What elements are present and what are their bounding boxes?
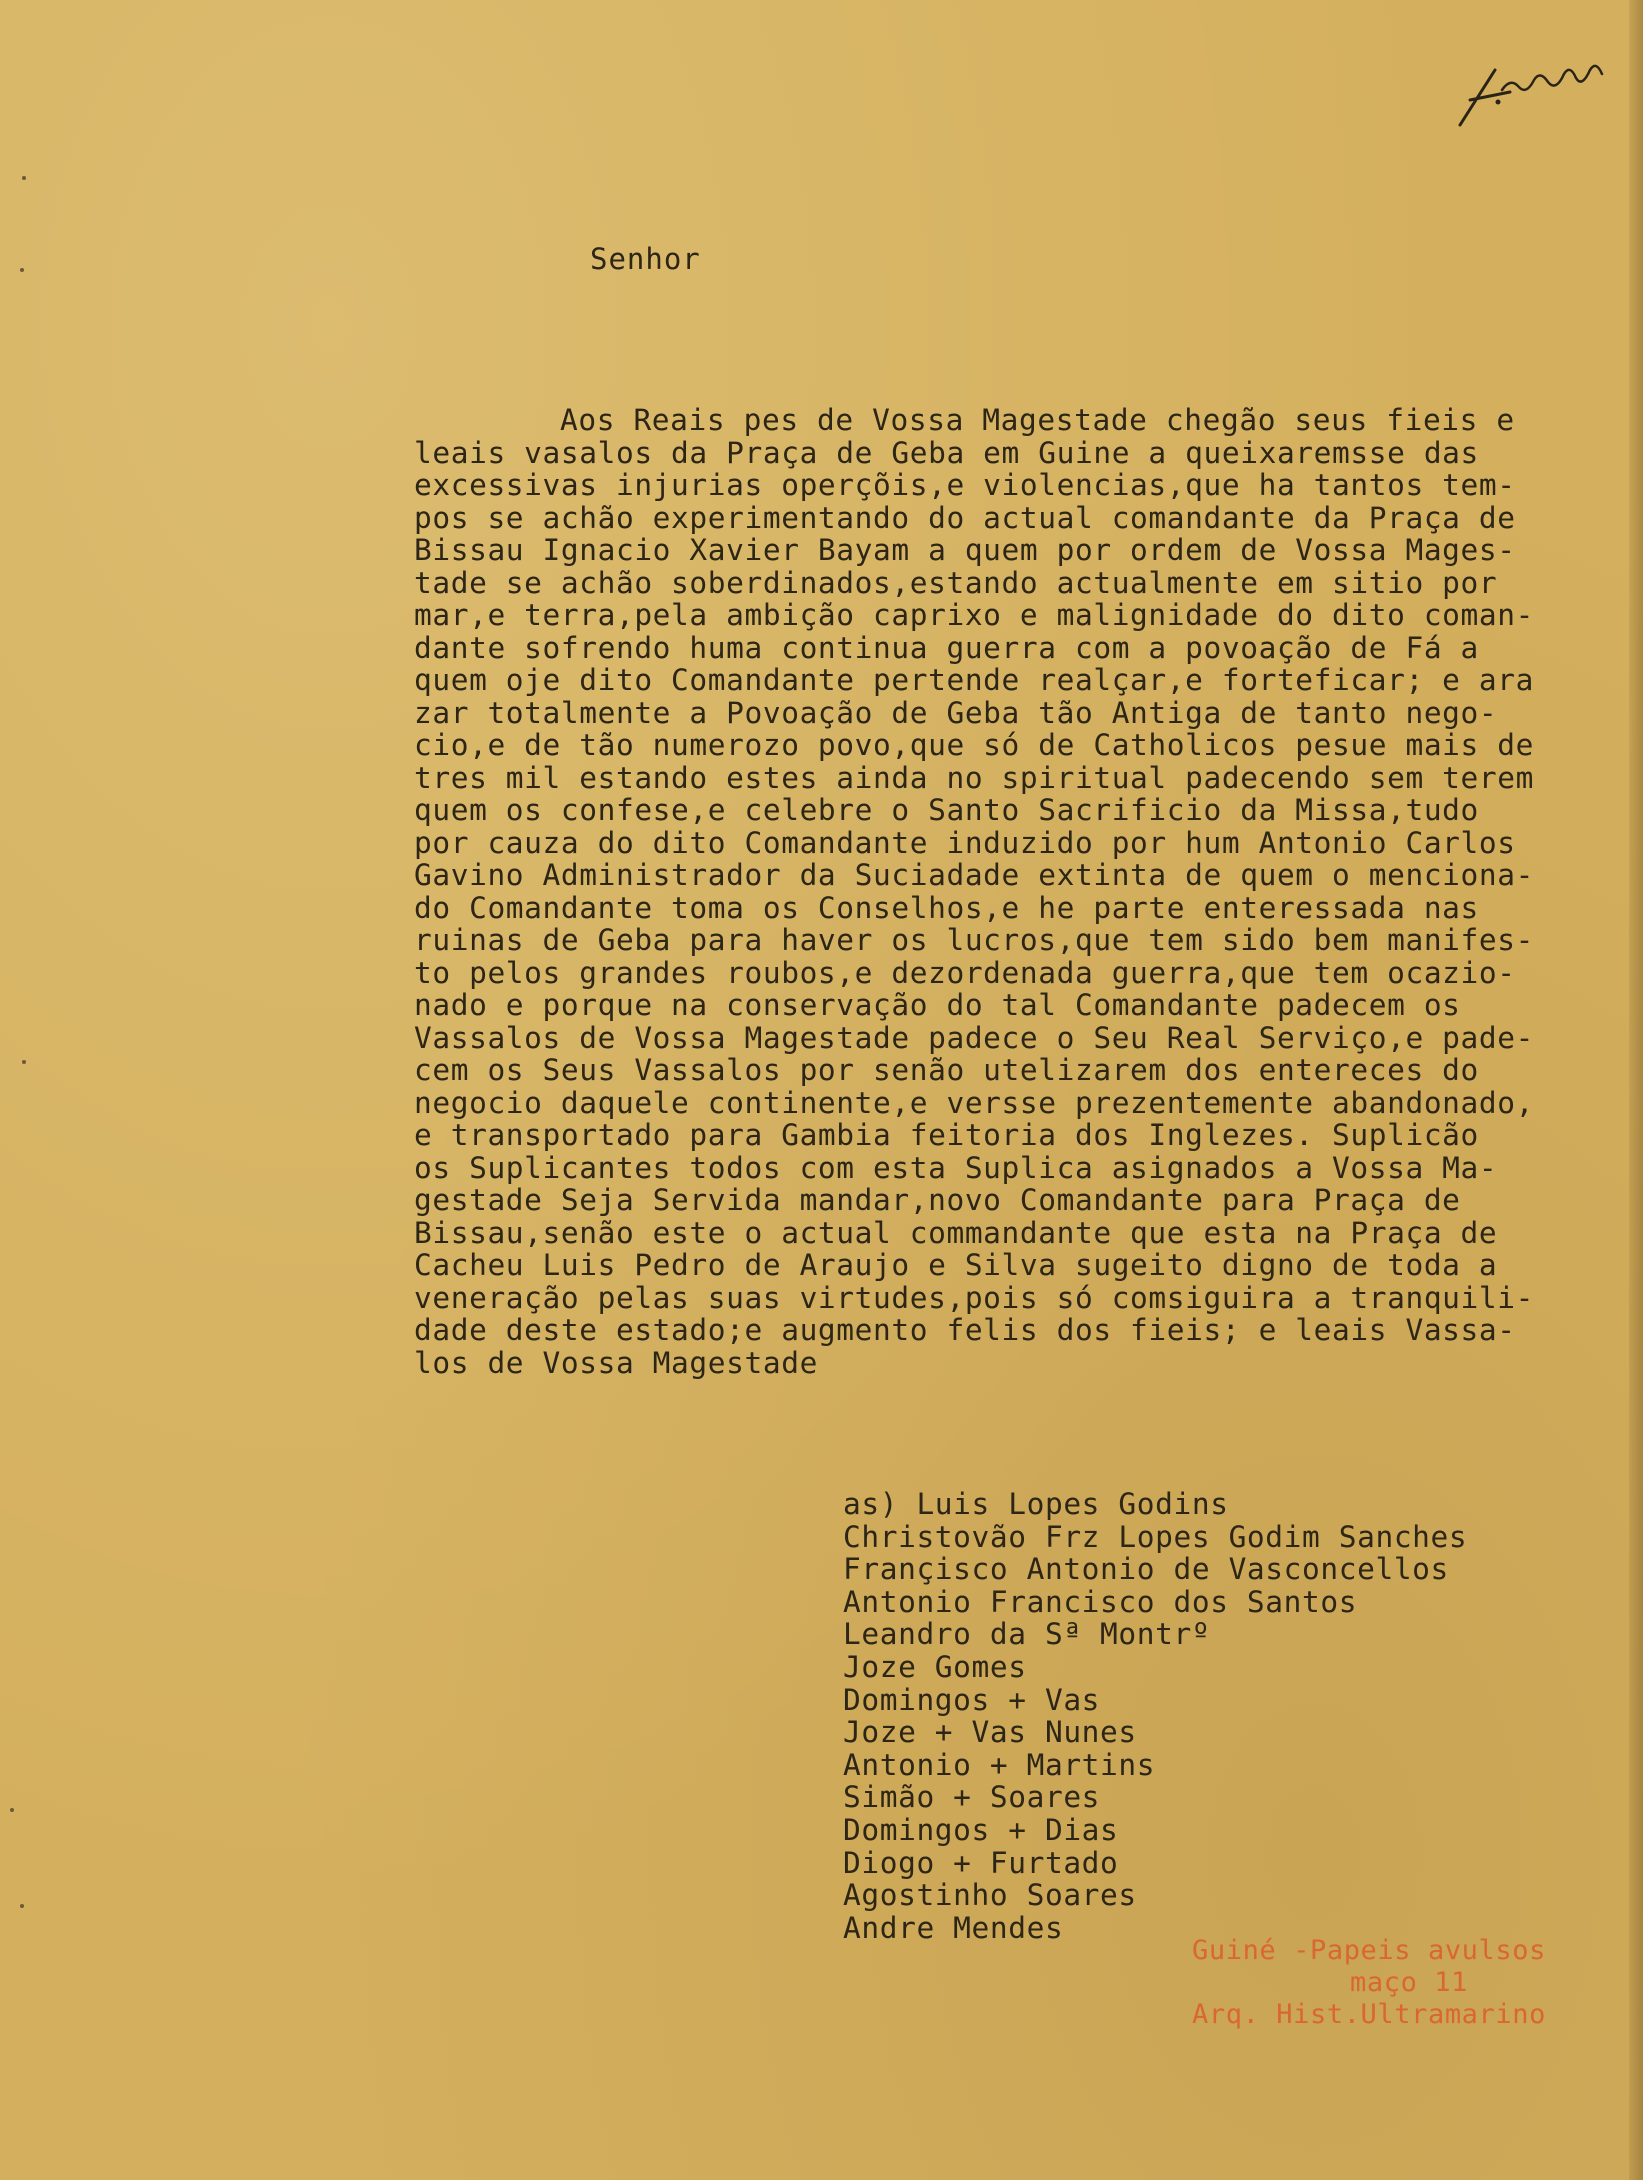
- signatory-name: Joze + Vas Nunes: [843, 1715, 1137, 1750]
- body-line: Bissau,senão este o actual commandante que esta na Praça de: [414, 1215, 1498, 1250]
- body-line: por cauza do dito Comandante induzido por hum Antonio Carlos: [414, 825, 1516, 860]
- signatory-name: Domingos + Vas: [843, 1682, 1101, 1717]
- body-line: dante sofrendo huma continua guerra com a povoação de Fá a: [414, 630, 1479, 665]
- body-line: Cacheu Luis Pedro de Araujo e Silva sugeito digno de toda a: [414, 1248, 1498, 1282]
- body-line: ruinas de Geba para haver os lucros,que tem sido bem manifes-: [414, 923, 1534, 957]
- signatory-name: Simão + Soares: [843, 1780, 1101, 1815]
- paper-speck: [20, 268, 24, 272]
- signatory-name: Françisco Antonio de Vasconcellos: [843, 1552, 1449, 1587]
- paper-speck: [22, 176, 26, 180]
- paper-edge: [1629, 0, 1643, 2180]
- document-title: Senhor: [590, 242, 701, 276]
- petition-body: [414, 404, 1624, 1379]
- body-line: los de Vossa Magestade: [414, 1345, 818, 1380]
- signatory-name: Diogo + Furtado: [843, 1845, 1119, 1880]
- body-line: veneração pelas suas virtudes,pois só comsiguira a tranquili-: [414, 1280, 1534, 1315]
- signatory-name: Andre Mendes: [843, 1910, 1064, 1945]
- body-line: zar totalmente a Povoação de Geba tão Antiga de tanto nego-: [414, 695, 1498, 730]
- body-line: Gavino Administrador da Suciadade extinta de quem o menciona-: [414, 858, 1534, 892]
- archive-reference-line: maço 11: [1350, 1967, 1468, 1998]
- archive-reference-line: Arq. Hist.Ultramarino: [1192, 1999, 1546, 2030]
- body-line: cio,e de tão numerozo povo,que só de Catholicos pesue mais de: [414, 728, 1534, 762]
- body-line: excessivas injurias operçõis,e violencias,que ha tantos tem-: [414, 468, 1516, 502]
- body-line: leais vasalos da Praça de Geba em Guine a queixaremsse das: [414, 435, 1479, 470]
- body-line: pos se achão experimentando do actual comandante da Praça de: [414, 500, 1516, 535]
- signatory-name: Leandro da Sª Montrº: [843, 1617, 1211, 1652]
- signatory-name: Christovão Frz Lopes Godim Sanches: [843, 1519, 1468, 1554]
- body-line: nado e porque na conservação do tal Comandante padecem os: [414, 988, 1461, 1022]
- body-line: mar,e terra,pela ambição caprixo e malignidade do dito coman-: [414, 598, 1534, 632]
- body-line: quem oje dito Comandante pertende realçar,e forteficar; e ara: [414, 663, 1534, 697]
- body-line: Bissau Ignacio Xavier Bayam a quem por ordem de Vossa Mages-: [414, 533, 1516, 567]
- signatory-name: as) Luis Lopes Godins: [843, 1487, 1229, 1521]
- body-line: quem os confese,e celebre o Santo Sacrificio da Missa,tudo: [414, 793, 1479, 827]
- body-line: os Suplicantes todos com esta Suplica asignados a Vossa Ma-: [414, 1150, 1498, 1185]
- signatory-name: Agostinho Soares: [843, 1878, 1137, 1913]
- paper-speck: [22, 1060, 26, 1064]
- archive-reference-stamp: [1192, 1935, 1546, 2031]
- paper-speck: [10, 1808, 14, 1812]
- handwritten-signature: [1440, 30, 1620, 140]
- body-line: cem os Seus Vassalos por senão utelizarem dos entereces do: [414, 1053, 1479, 1087]
- signatory-list: [843, 1488, 1467, 1944]
- body-line: negocio daquele continente,e versse prezentemente abandonado,: [414, 1085, 1534, 1120]
- signatory-name: Antonio Francisco dos Santos: [843, 1584, 1358, 1619]
- body-line: gestade Seja Servida mandar,novo Comandante para Praça de: [414, 1183, 1461, 1217]
- body-line: tade se achão soberdinados,estando actualmente em sitio por: [414, 565, 1498, 600]
- signatory-name: Domingos + Dias: [843, 1812, 1119, 1847]
- body-line: e transportado para Gambia feitoria dos Inglezes. Suplicão: [414, 1118, 1479, 1152]
- paper-speck: [20, 1904, 24, 1908]
- body-line: Aos Reais pes de Vossa Magestade chegão seus fieis e: [560, 403, 1515, 437]
- body-line: dade deste estado;e augmento felis dos fieis; e leais Vassa-: [414, 1313, 1516, 1347]
- signatory-name: Joze Gomes: [843, 1649, 1027, 1684]
- signatory-name: Antonio + Martins: [843, 1747, 1156, 1782]
- body-line: Vassalos de Vossa Magestade padece o Seu Real Serviço,e pade-: [414, 1020, 1534, 1055]
- archive-reference-line: Guiné -Papeis avulsos: [1192, 1935, 1546, 1966]
- body-line: do Comandante toma os Conselhos,e he parte enteressada nas: [414, 890, 1479, 925]
- body-line: to pelos grandes roubos,e dezordenada guerra,que tem ocazio-: [414, 955, 1516, 990]
- body-line: tres mil estando estes ainda no spiritual padecendo sem terem: [414, 760, 1534, 795]
